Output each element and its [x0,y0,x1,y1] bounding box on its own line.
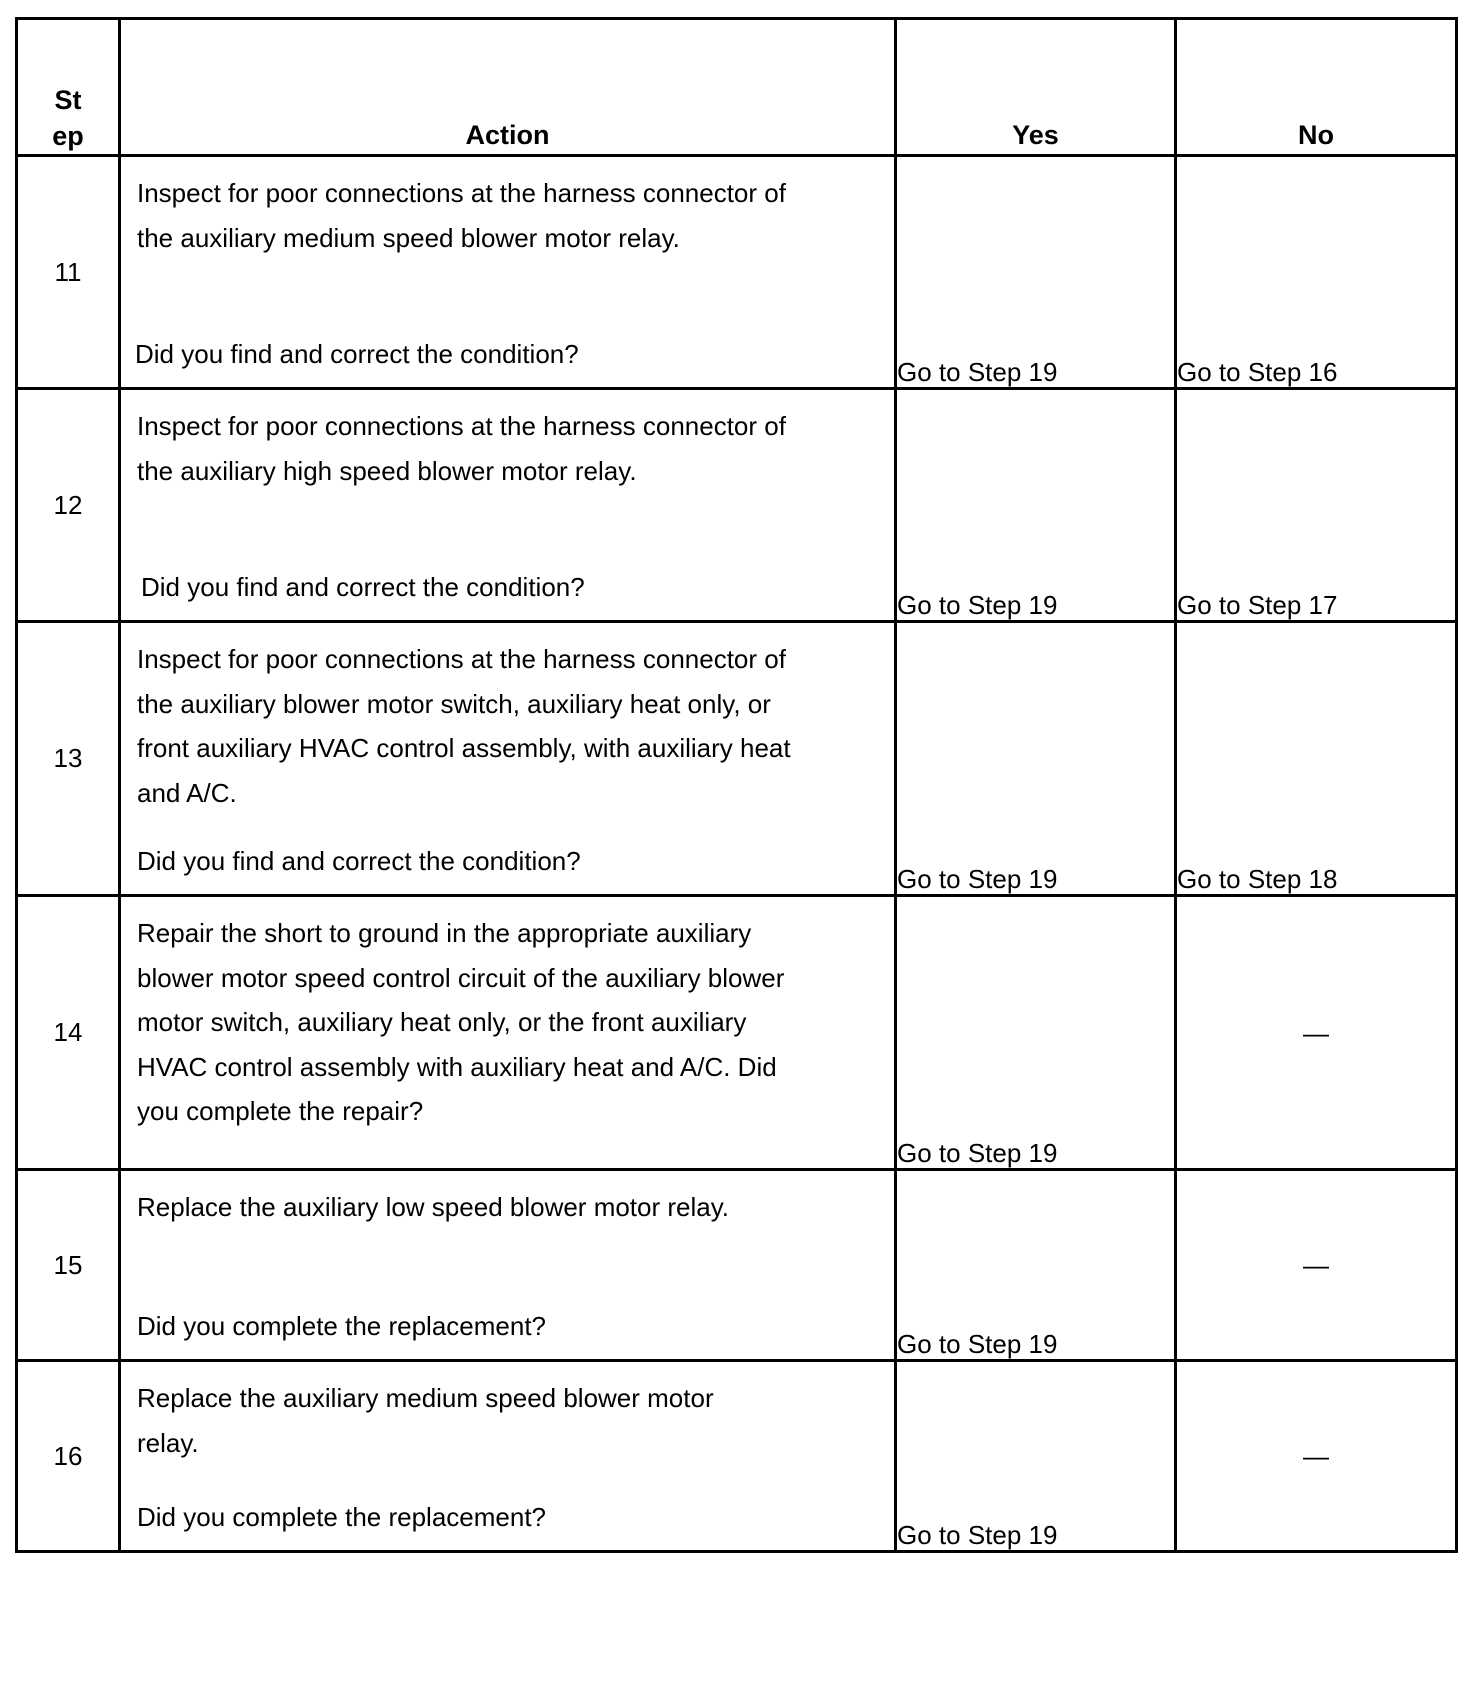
action-cell [120,1361,896,1552]
action-cell [120,1170,896,1361]
yes-column-header: Yes [896,19,1176,156]
yes-result: Go to Step 19 [896,156,1176,389]
no-result: Go to Step 17 [1176,389,1457,622]
action-text: Inspect for poor connections at the harness connector of the auxiliary high speed blower motor relay. [137,411,786,486]
action-question: Did you find and correct the condition? [135,339,579,369]
action-question: Did you find and correct the condition? [141,572,585,602]
step-number: 14 [17,896,120,1170]
action-question: Did you complete the replacement? [137,1311,547,1341]
table-row [17,896,1457,1170]
step-header-label: St ep [52,85,84,151]
diagnostic-table [15,17,1458,1553]
yes-result: Go to Step 19 [896,389,1176,622]
no-result: Go to Step 18 [1176,622,1457,896]
yes-result: Go to Step 19 [896,622,1176,896]
action-text: Replace the auxiliary low speed blower motor relay. [137,1192,730,1222]
step-number: 15 [17,1170,120,1361]
action-text: Inspect for poor connections at the harness connector of the auxiliary blower motor switch, auxiliary heat only, or front auxiliary HVAC control assembly, with auxiliary heat and A/C. [137,644,791,808]
no-result: Go to Step 16 [1176,156,1457,389]
no-result-dash: — [1176,1361,1457,1552]
action-cell [120,156,896,389]
table-header-row [17,19,1457,156]
yes-result: Go to Step 19 [896,1361,1176,1552]
step-number: 16 [17,1361,120,1552]
step-number: 11 [17,156,120,389]
action-question: Did you find and correct the condition? [137,846,581,876]
action-text: Repair the short to ground in the appropriate auxiliary blower motor speed control circuit of the auxiliary blower motor switch, auxiliary heat only, or the front auxiliary HVAC control assembly with auxiliary heat and A/C. Did you complete the repair? [137,918,785,1126]
step-number: 13 [17,622,120,896]
action-text: Replace the auxiliary medium speed blower motor relay. [137,1383,714,1458]
action-cell [120,389,896,622]
yes-result: Go to Step 19 [896,896,1176,1170]
action-question: Did you complete the replacement? [137,1502,547,1532]
step-number: 12 [17,389,120,622]
action-cell [120,896,896,1170]
table-row [17,156,1457,389]
step-column-header [17,19,120,156]
action-text: Inspect for poor connections at the harness connector of the auxiliary medium speed blower motor relay. [137,178,786,253]
no-column-header: No [1176,19,1457,156]
table-row [17,1170,1457,1361]
action-cell [120,622,896,896]
no-result-dash: — [1176,896,1457,1170]
no-result-dash: — [1176,1170,1457,1361]
table-row [17,1361,1457,1552]
table-row [17,622,1457,896]
table-row [17,389,1457,622]
action-column-header: Action [120,19,896,156]
yes-result: Go to Step 19 [896,1170,1176,1361]
diagnostic-page [15,17,1455,1553]
